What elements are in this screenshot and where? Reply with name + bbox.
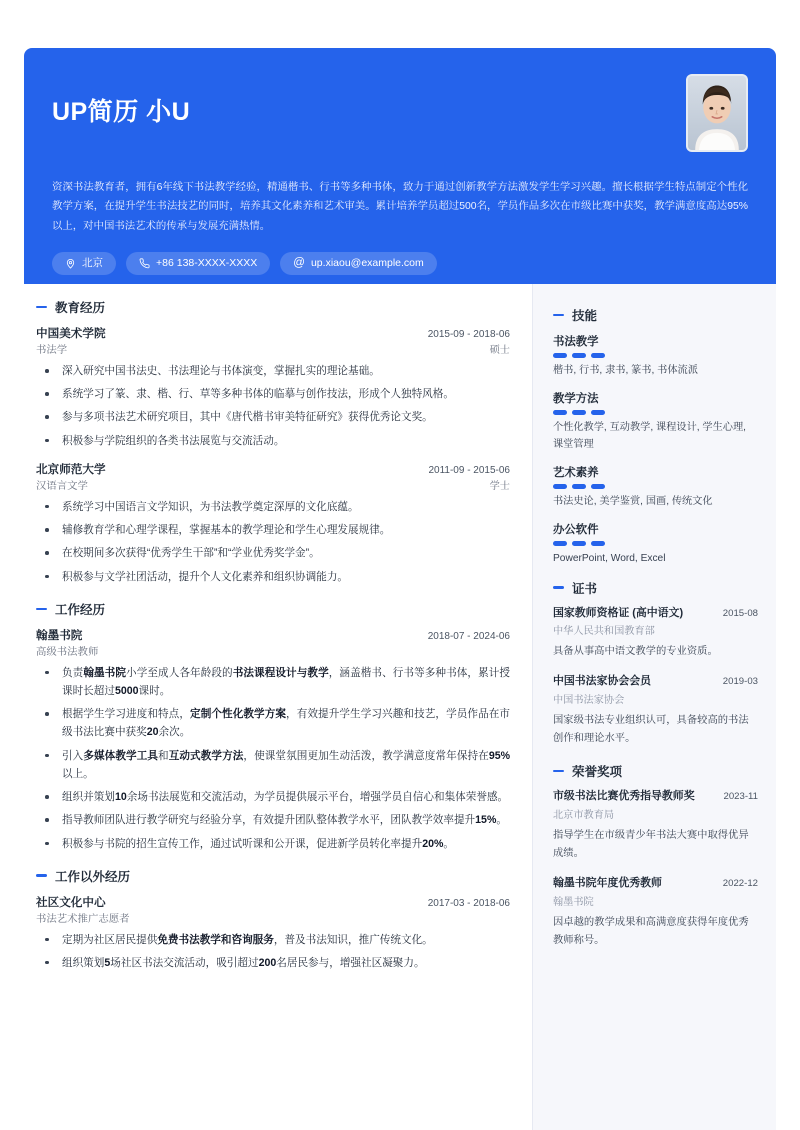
entry-organization: 北京师范大学	[36, 462, 106, 476]
bullet-text: 和	[158, 749, 169, 762]
bullet-emphasis: 翰墨书院	[83, 666, 127, 679]
skill-level-indicator	[553, 410, 758, 415]
bullet-text: ，涵盖楷书、行书等多种书体，累计授课时长超过	[62, 666, 511, 697]
skill-level-dash	[572, 410, 586, 415]
entry-subheader-row	[36, 643, 510, 658]
sidebar-entry	[553, 876, 758, 950]
entry-date-range: 2011-09 - 2015-06	[428, 464, 510, 476]
entry-date-range: 2015-09 - 2018-06	[427, 329, 510, 340]
section-title-label: 证书	[572, 581, 598, 596]
entry-degree: 硕士	[489, 345, 510, 356]
bullet-emphasis: 10	[114, 791, 127, 804]
sidebar-entry	[553, 789, 758, 863]
sidebar-entry-title: 市级书法比赛优秀指导教师奖	[553, 790, 695, 803]
skill-level-dash	[553, 353, 567, 358]
bullet-list	[36, 362, 510, 450]
bullet-item	[36, 498, 510, 516]
bullet-text: 系统学习中国语言文学知识，为书法教学奠定深厚的文化底蕴。	[62, 500, 359, 513]
entry-organization: 社区文化中心	[36, 895, 106, 909]
section-dash-icon	[36, 306, 47, 309]
skills-section	[553, 306, 758, 568]
bullet-text: 积极参与学院组织的各类书法展览与交流活动。	[62, 434, 285, 447]
skill-level-dash	[553, 484, 567, 489]
bullet-text: 辅修教育学和心理学课程，掌握基本的教学理论和学生心理发展规律。	[62, 524, 391, 537]
bullet-text: 小学至成人各年龄段的	[126, 666, 233, 679]
bullet-emphasis: 免费书法教学和咨询服务	[157, 933, 274, 946]
section-2	[36, 867, 510, 972]
section-heading	[36, 600, 510, 618]
bullet-item	[36, 408, 510, 426]
bullet-text: 余场书法展览和交流活动，为学员提供展示平台，增强学员自信心和集体荣誉感。	[126, 791, 509, 804]
bullet-emphasis: 20	[146, 726, 159, 739]
bullet-emphasis: 书法课程设计与教学	[232, 666, 329, 679]
bullet-item	[36, 747, 510, 783]
section-heading-honors-section	[553, 762, 758, 780]
resume-header	[24, 48, 776, 295]
skill-item-list: PowerPoint, Word, Excel	[553, 553, 666, 565]
skill-item-list: 楷书, 行书, 隶书, 篆书, 书体流派	[553, 365, 698, 376]
section-dash-icon	[36, 874, 47, 877]
entry-organization: 翰墨书院	[36, 628, 83, 642]
section-title-label: 工作以外经历	[55, 869, 131, 884]
skill-level-dash	[553, 541, 567, 546]
bullet-list	[36, 931, 510, 972]
section-heading	[36, 867, 510, 885]
sidebar-entry	[553, 674, 758, 748]
skill-level-dash	[591, 410, 605, 415]
sidebar-entry-description: 因卓越的教学成果和高满意度获得年度优秀教师称号。	[553, 916, 749, 946]
profile-summary: 资深书法教育者，拥有6年线下书法教学经验，精通楷书、行书等多种书体，致力于通过创新教学方法激发学生学习兴趣。擅长根据学生特点制定个性化教学方案，在提升学生书法技艺的同时，培养其文化素养和艺术审美。累计培养学员超过500名，学员作品多次在市级比赛中获奖，教学满意度高达95%以上，对中国书法艺术的传承与发展充满热情。	[52, 182, 748, 232]
entry-role: 汉语言文学	[36, 480, 88, 492]
section-heading	[36, 298, 510, 316]
bullet-text: 组织策划	[62, 956, 105, 969]
bullet-item	[36, 954, 510, 972]
avatar	[686, 74, 748, 152]
bullet-list	[36, 664, 510, 853]
email-at-icon: @	[293, 256, 305, 269]
bullet-text: 根据学生学习进度和特点，	[62, 708, 191, 721]
section-title-label: 荣誉奖项	[572, 765, 623, 780]
bullet-item	[36, 664, 510, 700]
skill-level-dash	[572, 353, 586, 358]
honors-section	[553, 762, 758, 950]
bullet-text: 引入	[62, 749, 84, 762]
bullet-text: ，有效提升学生学习兴趣和技艺，学员作品在市级书法比赛中获奖	[62, 708, 511, 739]
experience-entry	[36, 627, 510, 853]
sidebar-entry-title: 国家教师资格证 (高中语文)	[553, 606, 684, 619]
bullet-text: 系统学习了篆、隶、楷、行、草等多种书体的临摹与创作技法，形成个人独特风格。	[62, 388, 454, 401]
entry-role: 书法学	[36, 345, 68, 356]
bullet-emphasis: 多媒体教学工具	[83, 749, 159, 762]
contact-email-text: up.xiaou@example.com	[310, 256, 424, 269]
bullet-item	[36, 432, 510, 450]
section-0	[36, 298, 510, 586]
skill-level-dash	[591, 484, 605, 489]
entry-header-row	[36, 627, 510, 643]
bullet-emphasis: 互动式教学方法	[168, 749, 244, 762]
entry-header-row	[36, 325, 510, 341]
sidebar-entry-date: 2015-08	[722, 607, 758, 619]
skill-group-name: 书法教学	[553, 336, 599, 348]
bullet-item	[36, 544, 510, 562]
sidebar-entry-description: 国家级书法专业组织认可，具备较高的书法创作和理论水平。	[553, 715, 749, 745]
entry-organization: 中国美术学院	[36, 327, 106, 340]
bullet-item	[36, 788, 510, 806]
skill-group-name: 艺术素养	[553, 466, 599, 479]
phone-icon	[139, 258, 150, 269]
bullet-text: ，普及书法知识，推广传统文化。	[273, 933, 433, 946]
bullet-emphasis: 5000	[114, 684, 139, 697]
experience-entry	[36, 894, 510, 972]
sidebar-entry	[553, 606, 758, 662]
contact-chip-location[interactable]	[52, 252, 116, 276]
entry-degree: 学士	[489, 480, 510, 492]
bullet-text: ，使课堂氛围更加生动活泼，教学满意度常年保持在	[243, 749, 489, 762]
location-pin-icon	[65, 258, 76, 269]
bullet-item	[36, 521, 510, 539]
contact-location-text: 北京	[82, 256, 103, 269]
bullet-item	[36, 705, 510, 741]
bullet-emphasis: 5	[104, 956, 111, 969]
contact-chip-phone[interactable]	[126, 252, 270, 276]
bullet-text: 。	[443, 837, 454, 850]
bullet-emphasis: 定制个性化教学方案	[190, 708, 287, 721]
section-dash-icon	[553, 314, 564, 317]
bullet-text: 组织并策划	[62, 791, 115, 804]
certificates-section	[553, 579, 758, 749]
header-top-row	[52, 74, 748, 152]
bullet-emphasis: 15%	[475, 814, 497, 827]
sidebar-entry-issuer: 中国书法家协会	[553, 695, 625, 707]
entry-header-row	[36, 461, 510, 477]
bullet-item	[36, 931, 510, 949]
skill-item-list: 书法史论, 美学鉴赏, 国画, 传统文化	[553, 495, 713, 507]
sidebar-entry-date: 2023-11	[723, 791, 758, 803]
bullet-text: 积极参与书院的招生宣传工作，通过试听课和公开课，促进新学员转化率提升	[62, 837, 423, 850]
sidebar-entry-header	[553, 606, 758, 622]
resume-body	[24, 284, 776, 1130]
bullet-emphasis: 20%	[422, 837, 444, 850]
bullet-text: 以上。	[62, 767, 94, 780]
bullet-text: 场社区书法交流活动，吸引超过	[110, 956, 259, 969]
entry-role: 书法艺术推广志愿者	[36, 913, 130, 925]
bullet-text: 负责	[62, 666, 84, 679]
bullet-list	[36, 498, 510, 586]
bullet-text: 在校期间多次获得“优秀学生干部”和“学业优秀奖学金”。	[62, 547, 320, 560]
entry-role: 高级书法教师	[36, 646, 99, 658]
entry-subheader-row	[36, 341, 510, 356]
bullet-text: 余次。	[158, 726, 191, 739]
entry-subheader-row	[36, 910, 510, 925]
sidebar-entry-issuer: 北京市教育局	[553, 810, 615, 822]
experience-entry	[36, 325, 510, 450]
section-1	[36, 600, 510, 853]
experience-entry	[36, 461, 510, 586]
skill-level-indicator	[553, 484, 758, 489]
bullet-item	[36, 568, 510, 586]
sidebar-entry-description: 具备从事高中语文教学的专业资质。	[553, 646, 718, 658]
section-dash-icon	[553, 770, 564, 773]
section-title-label: 技能	[572, 309, 598, 323]
skill-group	[553, 464, 758, 510]
skill-level-dash	[591, 353, 605, 358]
section-dash-icon	[36, 608, 47, 611]
skill-item-list: 个性化教学, 互动教学, 课程设计, 学生心理, 课堂管理	[553, 422, 746, 450]
sidebar-entry-title: 中国书法家协会会员	[553, 675, 652, 688]
skill-level-dash	[553, 410, 567, 415]
bullet-item	[36, 811, 510, 829]
bullet-text: 名居民参与，增强社区凝聚力。	[276, 956, 425, 969]
bullet-text: 指导教师团队进行教学研究与经验分享，有效提升团队整体教学水平，团队教学效率提升	[62, 814, 476, 827]
skill-group-name: 教学方法	[553, 393, 599, 406]
bullet-text: 定期为社区居民提供	[62, 933, 158, 946]
main-column	[24, 284, 532, 1130]
sidebar-entry-description: 指导学生在市级青少年书法大赛中取得优异成绩。	[553, 830, 749, 860]
skill-level-dash	[572, 484, 586, 489]
bullet-text: 积极参与文学社团活动，提升个人文化素养和组织协调能力。	[62, 570, 349, 583]
skill-group-name: 办公软件	[553, 524, 599, 537]
skill-group	[553, 390, 758, 453]
skill-level-indicator	[553, 353, 758, 358]
bullet-item	[36, 362, 510, 380]
bullet-emphasis: 200	[258, 956, 277, 969]
sidebar-entry-issuer: 中华人民共和国教育部	[553, 626, 655, 638]
section-heading-skills	[553, 306, 758, 324]
bullet-text: 深入研究中国书法史、书法理论与书体演变，掌握扎实的理论基础。	[62, 365, 380, 377]
sidebar-entry-header	[553, 876, 758, 892]
bullet-item	[36, 835, 510, 853]
entry-header-row	[36, 894, 510, 910]
contact-chip-list	[52, 252, 748, 276]
section-heading-certificates-section	[553, 579, 758, 597]
sidebar-entry-header	[553, 789, 758, 805]
bullet-item	[36, 385, 510, 403]
sidebar-entry-date: 2022-12	[722, 878, 758, 890]
entry-subheader-row	[36, 477, 510, 492]
sidebar-entry-date: 2019-03	[722, 676, 758, 688]
sidebar-entry-header	[553, 674, 758, 690]
skill-level-dash	[572, 541, 586, 546]
skill-group	[553, 521, 758, 567]
portrait-photo-icon	[688, 76, 746, 150]
bullet-text: 。	[496, 814, 507, 827]
section-title-label: 工作经历	[55, 602, 106, 617]
page-title: UP简历 小U	[52, 98, 191, 126]
sidebar-column	[532, 284, 776, 1130]
sidebar-entry-issuer: 翰墨书院	[553, 896, 594, 908]
contact-chip-email[interactable]	[280, 252, 437, 276]
entry-date-range: 2018-07 - 2024-06	[427, 630, 510, 642]
bullet-text: 参与多项书法艺术研究项目，其中《唐代楷书审美特征研究》获得优秀论文奖。	[62, 411, 433, 424]
sidebar-entry-title: 翰墨书院年度优秀教师	[553, 877, 662, 890]
skill-group	[553, 333, 758, 379]
entry-date-range: 2017-03 - 2018-06	[427, 897, 510, 909]
contact-phone-text: +86 138-XXXX-XXXX	[156, 256, 258, 269]
section-dash-icon	[553, 586, 564, 589]
skill-level-indicator	[553, 541, 758, 546]
section-title-label: 教育经历	[55, 301, 106, 315]
bullet-text: 课时。	[138, 684, 171, 697]
bullet-emphasis: 95%	[488, 749, 511, 762]
skill-level-dash	[591, 541, 605, 546]
